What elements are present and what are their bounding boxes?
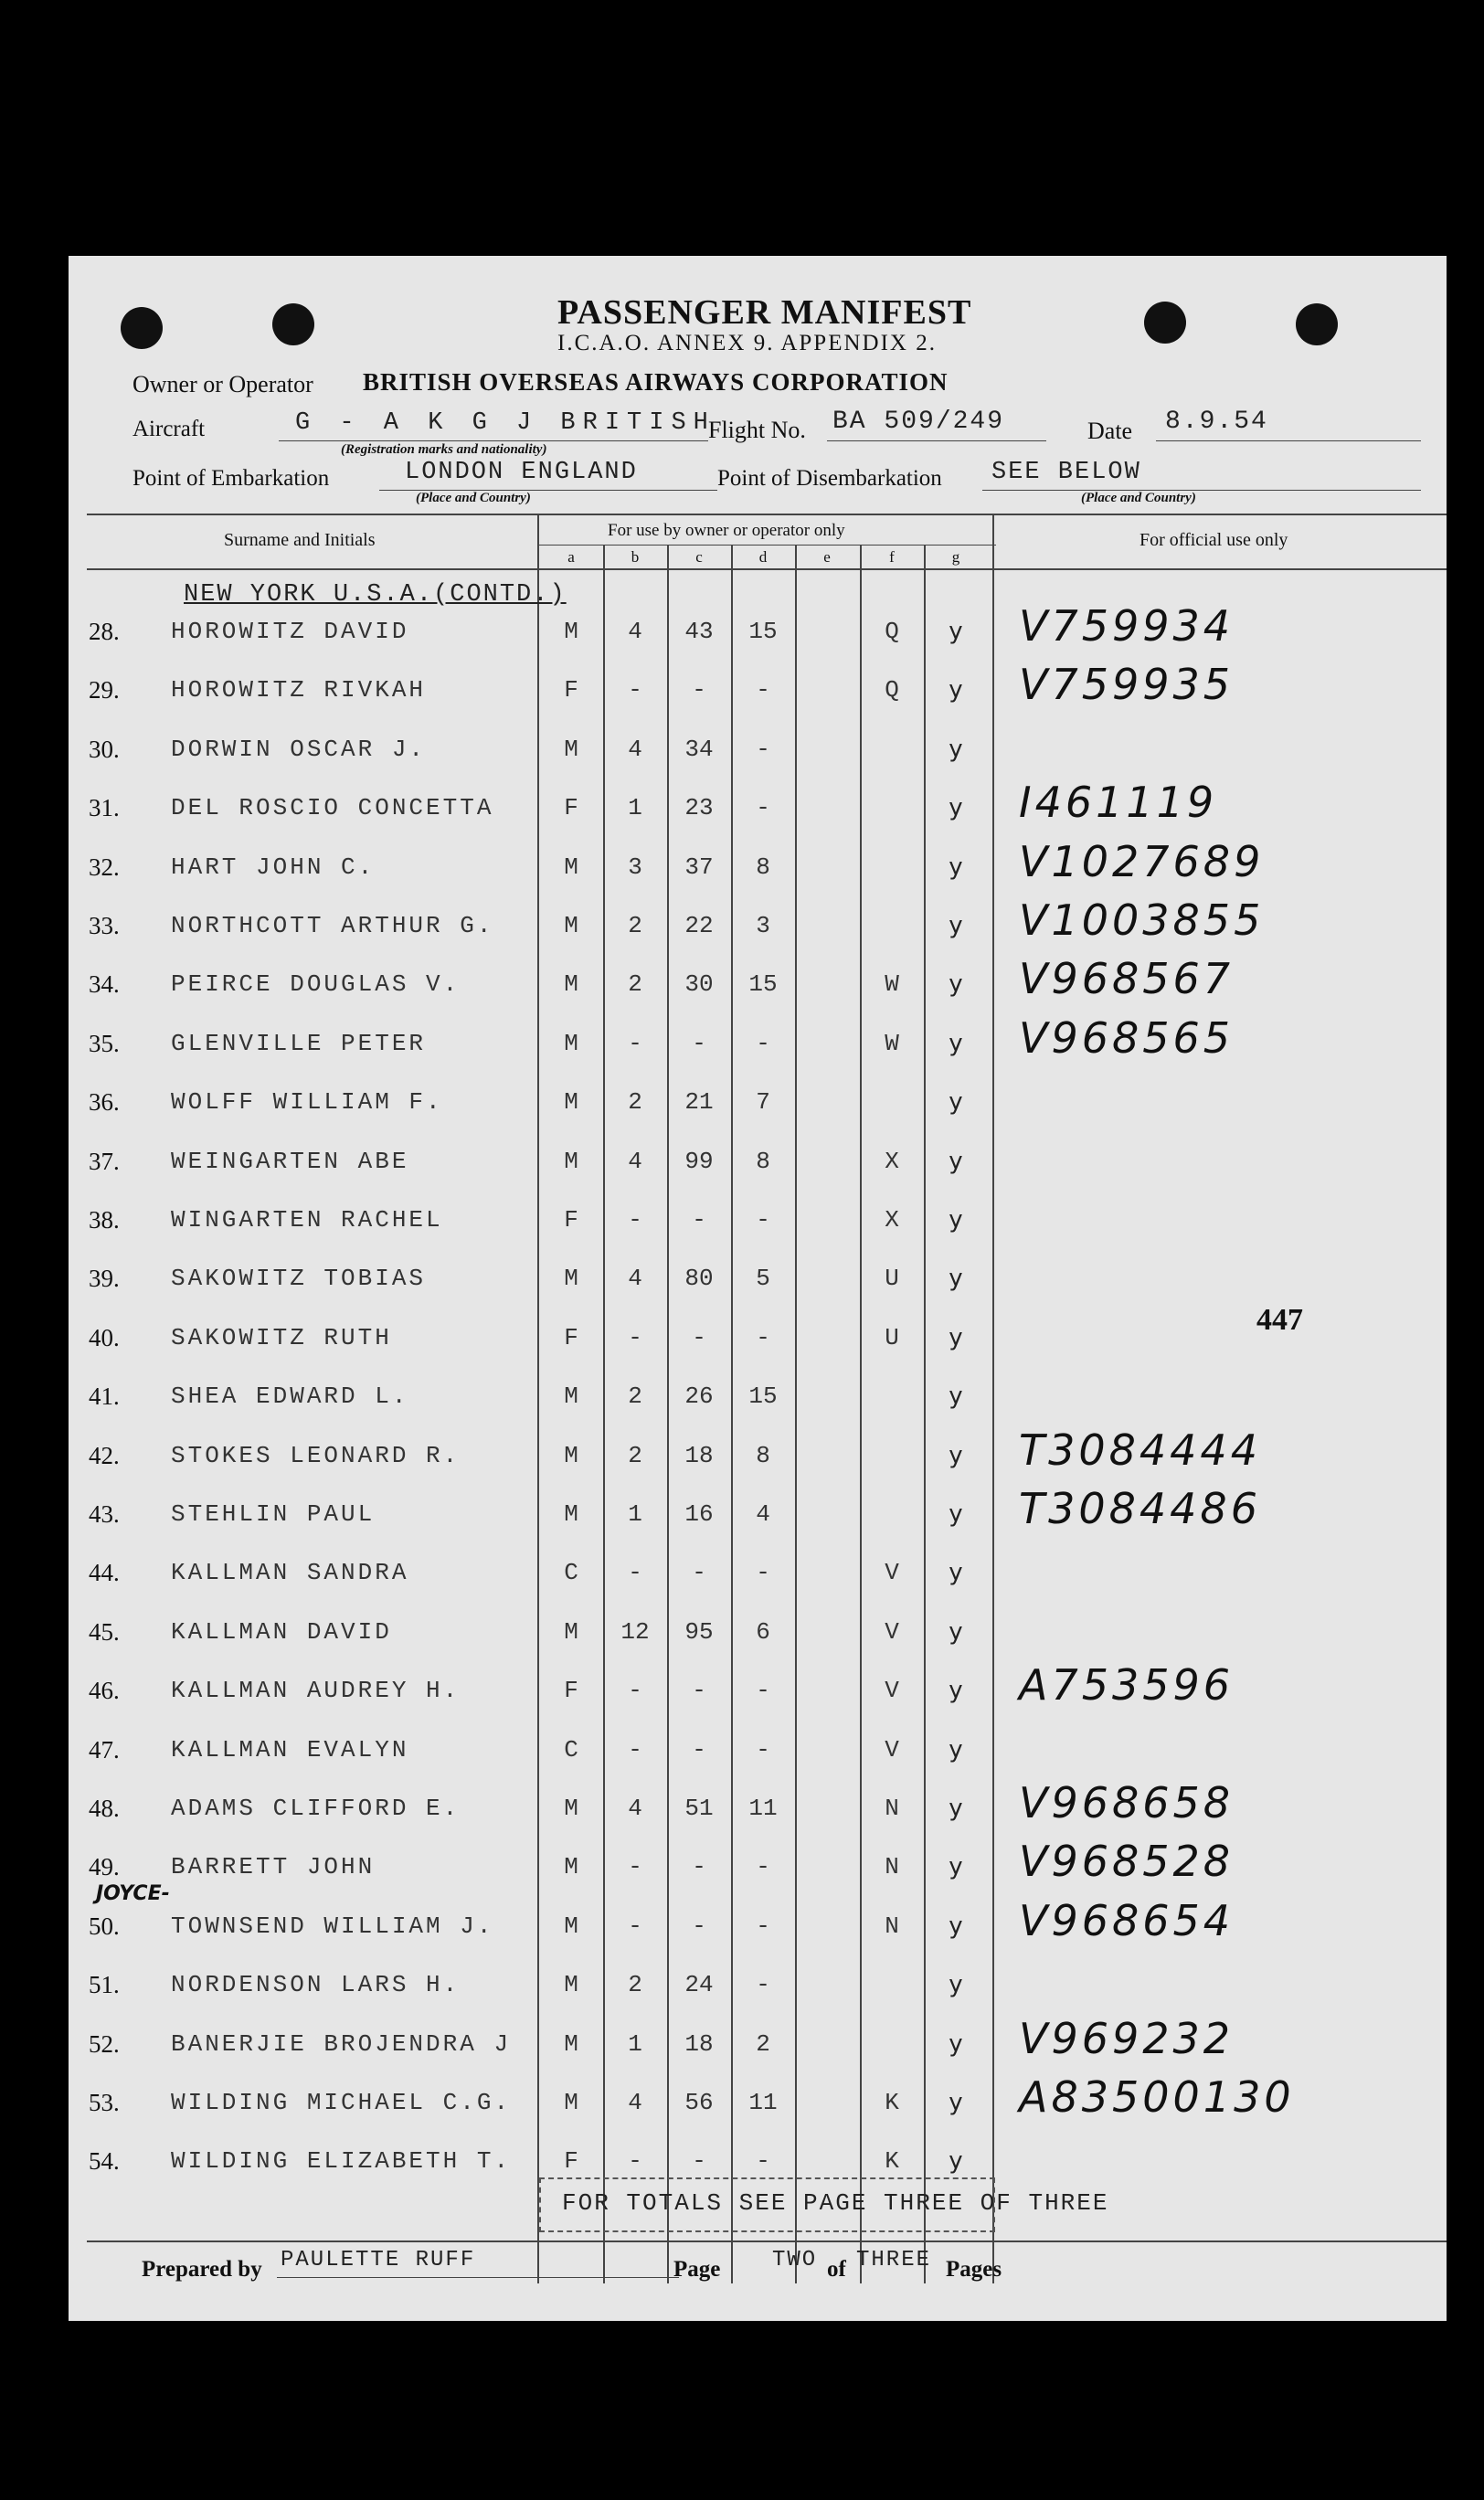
official-number: A753596 [1019,1660,1235,1711]
column-header-f: f [889,548,895,566]
row-number: 41. [89,1382,120,1411]
row-number: 49. [89,1853,120,1881]
cell-a: M [564,970,578,999]
cell-a: M [564,1441,578,1469]
cell-g: y [949,1382,963,1411]
cell-b: 1 [628,794,642,822]
disembark-note: (Place and Country) [1081,491,1196,505]
cell-c: 18 [684,1441,714,1469]
passenger-name: WINGARTEN RACHEL [171,1206,443,1234]
column-header-g: g [951,548,960,566]
row-number: 42. [89,1441,120,1469]
embark-label: Point of Embarkation [132,466,330,491]
cell-b: - [628,1735,642,1764]
cell-g: y [949,1206,963,1234]
embark-note: (Place and Country) [416,491,531,505]
owner-label: Owner or Operator [132,371,313,397]
cell-g: y [949,1795,963,1822]
passenger-name: DORWIN OSCAR J. [171,735,427,763]
cell-d: - [756,1029,770,1057]
cell-d: 6 [756,1617,770,1646]
cell-f: X [885,1206,899,1234]
cell-b: 2 [628,1382,642,1411]
passenger-name: WILDING MICHAEL C.G. [171,2089,512,2116]
cell-a: M [564,1971,578,1999]
cell-d: - [756,735,770,763]
header-official: For official use only [1140,530,1288,550]
row-number: 32. [89,853,120,881]
cell-d: - [756,1912,770,1940]
cell-f: W [885,1029,899,1057]
punch-hole-icon [272,303,314,345]
official-number: V759934 [1019,601,1235,651]
cell-a: C [564,1735,578,1764]
official-number: T3084486 [1019,1484,1261,1533]
cell-g: y [949,1265,963,1293]
cell-f: V [885,1677,899,1705]
passenger-name: HOROWITZ RIVKAH [171,676,427,704]
page-label: Page [673,2257,721,2282]
cell-g: y [949,1500,963,1528]
row-number: 54. [89,2147,120,2176]
cell-b: - [628,676,642,704]
official-number: V968528 [1019,1837,1235,1887]
row-number: 30. [89,735,120,763]
cell-d: - [756,1971,770,1999]
cell-c: - [692,1206,706,1234]
cell-a: M [564,1853,578,1881]
form-title: PASSENGER MANIFEST [557,293,972,332]
of-label: of [827,2257,846,2282]
cell-b: - [628,1853,642,1881]
cell-g: y [949,1147,963,1175]
cell-a: F [564,2147,578,2176]
cell-f: V [885,1559,899,1587]
manifest-sheet [69,256,1447,2321]
prepared-label: Prepared by [142,2257,262,2282]
cell-c: 37 [684,853,714,881]
row-number: 40. [89,1323,120,1351]
passenger-name: HOROWITZ DAVID [171,618,409,645]
cell-g: y [949,1617,963,1646]
cell-g: y [949,1088,963,1117]
cell-d: - [756,794,770,822]
passenger-name: SHEA EDWARD L. [171,1382,409,1411]
cell-b: 2 [628,1971,642,1999]
official-number: V968658 [1019,1778,1235,1827]
cell-g: y [949,1029,963,1057]
cell-c: - [692,1912,706,1940]
cell-b: 4 [628,1265,642,1293]
cell-b: - [628,1029,642,1057]
cell-a: M [564,853,578,881]
passenger-name: BANERJIE BROJENDRA J [171,2029,512,2058]
row-number: 38. [89,1206,120,1234]
official-number: V968565 [1019,1012,1235,1063]
column-header-e: e [823,548,831,566]
cell-a: F [564,1206,578,1234]
cell-b: 2 [628,912,642,939]
cell-b: 2 [628,970,642,999]
cell-c: 26 [684,1382,714,1411]
cell-b: - [628,1323,642,1351]
cell-a: M [564,1029,578,1057]
cell-g: y [949,1735,963,1764]
row-number: 37. [89,1147,120,1175]
cell-d: - [756,1559,770,1587]
cell-g: y [949,1853,963,1881]
cell-d: 4 [756,1500,770,1528]
cell-c: 16 [684,1500,714,1528]
punch-hole-icon [1144,302,1186,344]
official-number: V968654 [1019,1895,1235,1945]
cell-f: Q [885,618,899,645]
cell-d: 15 [748,970,778,999]
cell-d: 15 [748,618,778,645]
row-number: 50. [89,1912,120,1940]
cell-g: y [949,676,963,704]
of-value: THREE [856,2248,932,2272]
cell-d: 8 [756,1441,770,1469]
cell-g: y [949,853,963,881]
passenger-name: TOWNSEND WILLIAM J. [171,1912,494,1940]
row-number: 43. [89,1500,120,1528]
form-subtitle: I.C.A.O. ANNEX 9. APPENDIX 2. [557,331,937,355]
cell-a: M [564,912,578,939]
cell-d: 8 [756,1147,770,1175]
cell-d: - [756,1853,770,1881]
cell-c: - [692,1559,706,1587]
cell-g: y [949,1441,963,1469]
row-number: 45. [89,1617,120,1646]
date-label: Date [1087,418,1133,444]
cell-c: - [692,1029,706,1057]
cell-b: 4 [628,735,642,763]
row-number: 33. [89,912,120,939]
cell-g: y [949,794,963,822]
cell-a: C [564,1559,578,1587]
cell-f: V [885,1617,899,1646]
cell-a: M [564,618,578,645]
cell-d: 11 [748,1795,778,1822]
cell-a: F [564,1323,578,1351]
cell-a: M [564,1382,578,1411]
cell-a: M [564,1147,578,1175]
aircraft-label: Aircraft [132,417,206,441]
aircraft-note: (Registration marks and nationality) [341,442,547,457]
cell-a: M [564,1500,578,1528]
cell-d: - [756,1677,770,1705]
cell-d: 11 [748,2089,778,2116]
cell-f: U [885,1323,899,1351]
cell-a: M [564,1912,578,1940]
cell-b: - [628,1677,642,1705]
row-number: 51. [89,1971,120,1999]
cell-c: - [692,676,706,704]
passenger-name: ADAMS CLIFFORD E. [171,1795,461,1822]
column-header-b: b [631,548,640,566]
cell-b: 12 [620,1617,650,1646]
cell-g: y [949,1912,963,1940]
official-number: V1003855 [1019,895,1265,945]
cell-f: K [885,2089,899,2116]
cell-f: W [885,970,899,999]
passenger-name: KALLMAN AUDREY H. [171,1677,461,1705]
cell-b: 2 [628,1088,642,1117]
official-number: I461119 [1019,778,1218,828]
official-number: V1027689 [1019,836,1265,886]
cell-c: 95 [684,1617,714,1646]
cell-d: 15 [748,1382,778,1411]
official-number: V969232 [1019,2013,1235,2063]
cell-f: V [885,1735,899,1764]
pages-label: Pages [946,2257,1002,2282]
cell-c: 43 [684,618,714,645]
cell-a: M [564,1265,578,1293]
column-header-a: a [567,548,575,566]
cell-a: M [564,735,578,763]
cell-g: y [949,970,963,999]
passenger-name: BARRETT JOHN [171,1853,376,1881]
cell-a: M [564,1617,578,1646]
cell-c: 80 [684,1265,714,1293]
row-number: 28. [89,618,120,645]
cell-g: y [949,2089,963,2116]
row-number: 46. [89,1677,120,1705]
cell-d: 5 [756,1265,770,1293]
column-header-c: c [695,548,703,566]
cell-b: 1 [628,1500,642,1528]
cell-b: - [628,1206,642,1234]
cell-b: 4 [628,2089,642,2116]
row-number: 39. [89,1265,120,1293]
official-number: T3084444 [1019,1425,1261,1475]
cell-d: 7 [756,1088,770,1117]
cell-d: - [756,1323,770,1351]
punch-hole-icon [121,307,163,349]
cell-c: 51 [684,1795,714,1822]
flight-label: Flight No. [708,417,806,443]
passenger-name: KALLMAN SANDRA [171,1559,409,1587]
cell-c: - [692,1853,706,1881]
row-number: 35. [89,1029,120,1057]
cell-g: y [949,1323,963,1351]
cell-f: U [885,1265,899,1293]
cell-c: 18 [684,2029,714,2058]
cell-c: 34 [684,735,714,763]
cell-a: F [564,676,578,704]
cell-g: y [949,912,963,939]
cell-f: X [885,1147,899,1175]
cell-c: 21 [684,1088,714,1117]
prepared-value: PAULETTE RUFF [281,2248,476,2272]
passenger-name: KALLMAN DAVID [171,1617,392,1646]
disembark-value: SEE BELOW [991,459,1141,486]
cell-d: 2 [756,2029,770,2058]
cell-c: 22 [684,912,714,939]
cell-b: 1 [628,2029,642,2058]
cell-c: 23 [684,794,714,822]
official-number: A83500130 [1019,2072,1295,2122]
cell-g: y [949,1677,963,1705]
cell-c: 99 [684,1147,714,1175]
row-number: 47. [89,1735,120,1764]
cell-b: - [628,2147,642,2176]
cell-f: N [885,1853,899,1881]
punch-hole-icon [1296,303,1338,345]
passenger-name: NORTHCOTT ARTHUR G. [171,912,494,939]
cell-c: 56 [684,2089,714,2116]
cell-g: y [949,2029,963,2058]
cell-a: F [564,794,578,822]
cell-b: 2 [628,1441,642,1469]
passenger-name: STEHLIN PAUL [171,1500,376,1528]
cell-c: 30 [684,970,714,999]
cell-c: - [692,1323,706,1351]
cell-a: F [564,1677,578,1705]
cell-a: M [564,1795,578,1822]
row-number: 53. [89,2089,120,2116]
passenger-name: WILDING ELIZABETH T. [171,2147,512,2176]
cell-b: 4 [628,1795,642,1822]
cell-d: 3 [756,912,770,939]
passenger-name: DEL ROSCIO CONCETTA [171,794,494,822]
page-value: TWO [772,2248,818,2272]
cell-b: 4 [628,1147,642,1175]
cell-b: 3 [628,853,642,881]
owner-value: BRITISH OVERSEAS AIRWAYS CORPORATION [363,368,949,396]
flight-value: BA 509/249 [832,408,1005,436]
row-number: 44. [89,1559,120,1587]
cell-a: M [564,2089,578,2116]
passenger-name: KALLMAN EVALYN [171,1735,409,1764]
official-number: V968567 [1019,954,1235,1004]
cell-c: - [692,1735,706,1764]
row-number: 29. [89,676,120,704]
cell-d: - [756,676,770,704]
cell-f: N [885,1912,899,1940]
row-number: 34. [89,970,120,999]
passenger-name: SAKOWITZ TOBIAS [171,1265,427,1293]
aircraft-value: G - A K G J BRITISH [295,409,716,437]
passenger-name: STOKES LEONARD R. [171,1441,461,1469]
totals-note: FOR TOTALS SEE PAGE THREE OF THREE [562,2189,1109,2217]
cell-g: y [949,618,963,645]
row-number: 31. [89,794,120,822]
passenger-name: SAKOWITZ RUTH [171,1323,392,1351]
passenger-name: GLENVILLE PETER [171,1029,427,1057]
header-surname: Surname and Initials [224,530,376,550]
date-value: 8.9.54 [1165,408,1268,436]
passenger-name: PEIRCE DOUGLAS V. [171,970,461,999]
cell-b: - [628,1912,642,1940]
cell-a: M [564,2029,578,2058]
joyce-note: JOYCE- [96,1882,170,1905]
cell-f: K [885,2147,899,2176]
header-owner-use: For use by owner or operator only [608,521,845,540]
embark-value: LONDON ENGLAND [405,459,638,486]
official-number: V759935 [1019,660,1235,710]
passenger-name: HART JOHN C. [171,853,376,881]
cell-g: y [949,2147,963,2176]
column-header-d: d [758,548,768,566]
cell-g: y [949,735,963,763]
row-number: 52. [89,2029,120,2058]
cell-g: y [949,1559,963,1587]
disembark-label: Point of Disembarkation [717,466,942,491]
row-number: 36. [89,1088,120,1117]
cell-g: y [949,1971,963,1999]
cell-d: - [756,1735,770,1764]
cell-d: 8 [756,853,770,881]
cell-f: Q [885,676,899,704]
passenger-name: WOLFF WILLIAM F. [171,1088,443,1117]
cell-a: M [564,1088,578,1117]
cell-d: - [756,1206,770,1234]
cell-f: N [885,1795,899,1822]
cell-d: - [756,2147,770,2176]
cell-b: - [628,1559,642,1587]
stamp-number: 447 [1256,1303,1303,1337]
cell-c: 24 [684,1971,714,1999]
row-number: 48. [89,1795,120,1822]
passenger-name: WEINGARTEN ABE [171,1147,409,1175]
cell-c: - [692,1677,706,1705]
cell-b: 4 [628,618,642,645]
cell-c: - [692,2147,706,2176]
passenger-name: NORDENSON LARS H. [171,1971,461,1999]
section-heading: NEW YORK U.S.A.(CONTD.) [184,581,567,609]
